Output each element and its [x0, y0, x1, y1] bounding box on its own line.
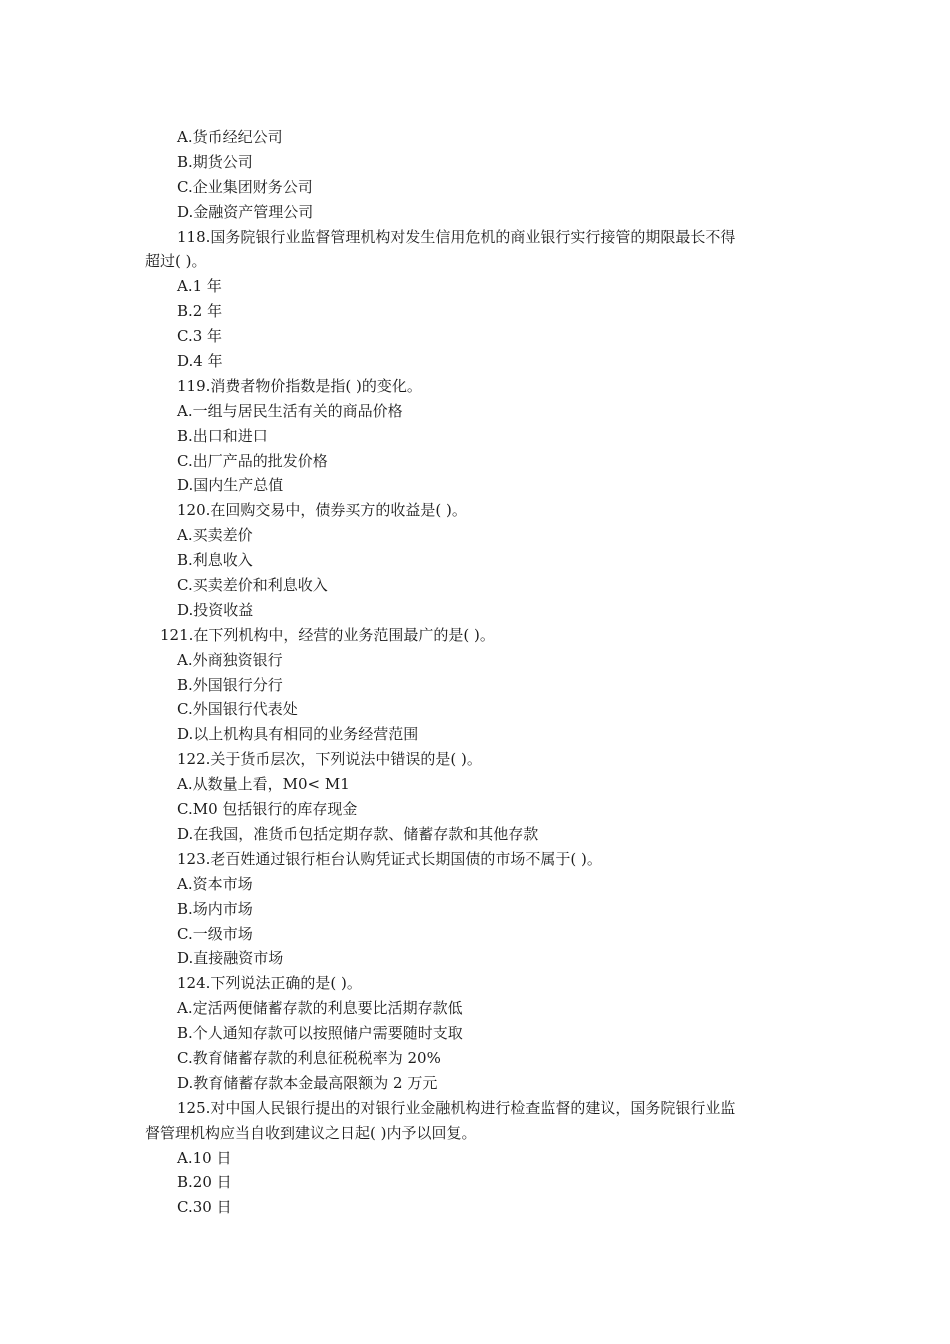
option-line: A.10 日	[177, 1148, 232, 1167]
question-line: 121.在下列机构中，经营的业务范围最广的是( )。	[160, 625, 495, 644]
option-line: C.出厂产品的批发价格	[177, 451, 328, 470]
question-continuation-line: 督管理机构应当自收到建议之日起( )内予以回复。	[145, 1123, 477, 1142]
option-line: D.金融资产管理公司	[177, 202, 314, 221]
option-line: B.20 日	[177, 1173, 232, 1192]
question-line: 120.在回购交易中，债券买方的收益是( )。	[177, 501, 467, 520]
option-line: A.外商独资银行	[177, 650, 283, 669]
question-line: 124.下列说法正确的是( )。	[177, 974, 362, 993]
option-line: C.M0 包括银行的库存现金	[177, 800, 358, 819]
question-line: 118.国务院银行业监督管理机构对发生信用危机的商业银行实行接管的期限最长不得	[177, 227, 736, 246]
option-line: D.以上机构具有相同的业务经营范围	[177, 725, 419, 744]
question-continuation-line: 超过( )。	[145, 252, 207, 271]
option-line: C.3 年	[177, 327, 223, 346]
option-line: B.期货公司	[177, 152, 253, 171]
option-line: A.一组与居民生活有关的商品价格	[177, 401, 403, 420]
option-line: C.买卖差价和利息收入	[177, 576, 328, 595]
option-line: B.外国银行分行	[177, 675, 283, 694]
option-line: A.从数量上看，M0< M1	[177, 775, 350, 794]
question-line: 123.老百姓通过银行柜台认购凭证式长期国债的市场不属于( )。	[177, 849, 602, 868]
question-line: 125.对中国人民银行提出的对银行业金融机构进行检查监督的建议，国务院银行业监	[177, 1098, 736, 1117]
option-line: C.教育储蓄存款的利息征税税率为 20%	[177, 1048, 441, 1067]
option-line: B.2 年	[177, 302, 223, 321]
option-line: A.买卖差价	[177, 526, 253, 545]
option-line: C.企业集团财务公司	[177, 177, 313, 196]
option-line: A.1 年	[177, 277, 222, 296]
option-line: A.资本市场	[177, 874, 253, 893]
question-line: 119.消费者物价指数是指( )的变化。	[177, 376, 422, 395]
question-line: 122.关于货币层次，下列说法中错误的是( )。	[177, 750, 482, 769]
option-line: D.投资收益	[177, 600, 254, 619]
option-line: C.一级市场	[177, 924, 253, 943]
option-line: D.4 年	[177, 352, 223, 371]
option-line: B.个人通知存款可以按照储户需要随时支取	[177, 1024, 463, 1043]
option-line: D.直接融资市场	[177, 949, 284, 968]
exam-question-list	[145, 125, 805, 1220]
option-line: C.30 日	[177, 1198, 232, 1217]
option-line: B.出口和进口	[177, 426, 268, 445]
option-line: A.定活两便储蓄存款的利息要比活期存款低	[177, 999, 463, 1018]
option-line: C.外国银行代表处	[177, 700, 298, 719]
option-line: B.利息收入	[177, 551, 253, 570]
option-line: D.在我国，准货币包括定期存款、储蓄存款和其他存款	[177, 824, 539, 843]
option-line: B.场内市场	[177, 899, 253, 918]
option-line: D.教育储蓄存款本金最高限额为 2 万元	[177, 1073, 438, 1092]
option-line: A.货币经纪公司	[177, 128, 283, 146]
option-line: D.国内生产总值	[177, 476, 284, 495]
